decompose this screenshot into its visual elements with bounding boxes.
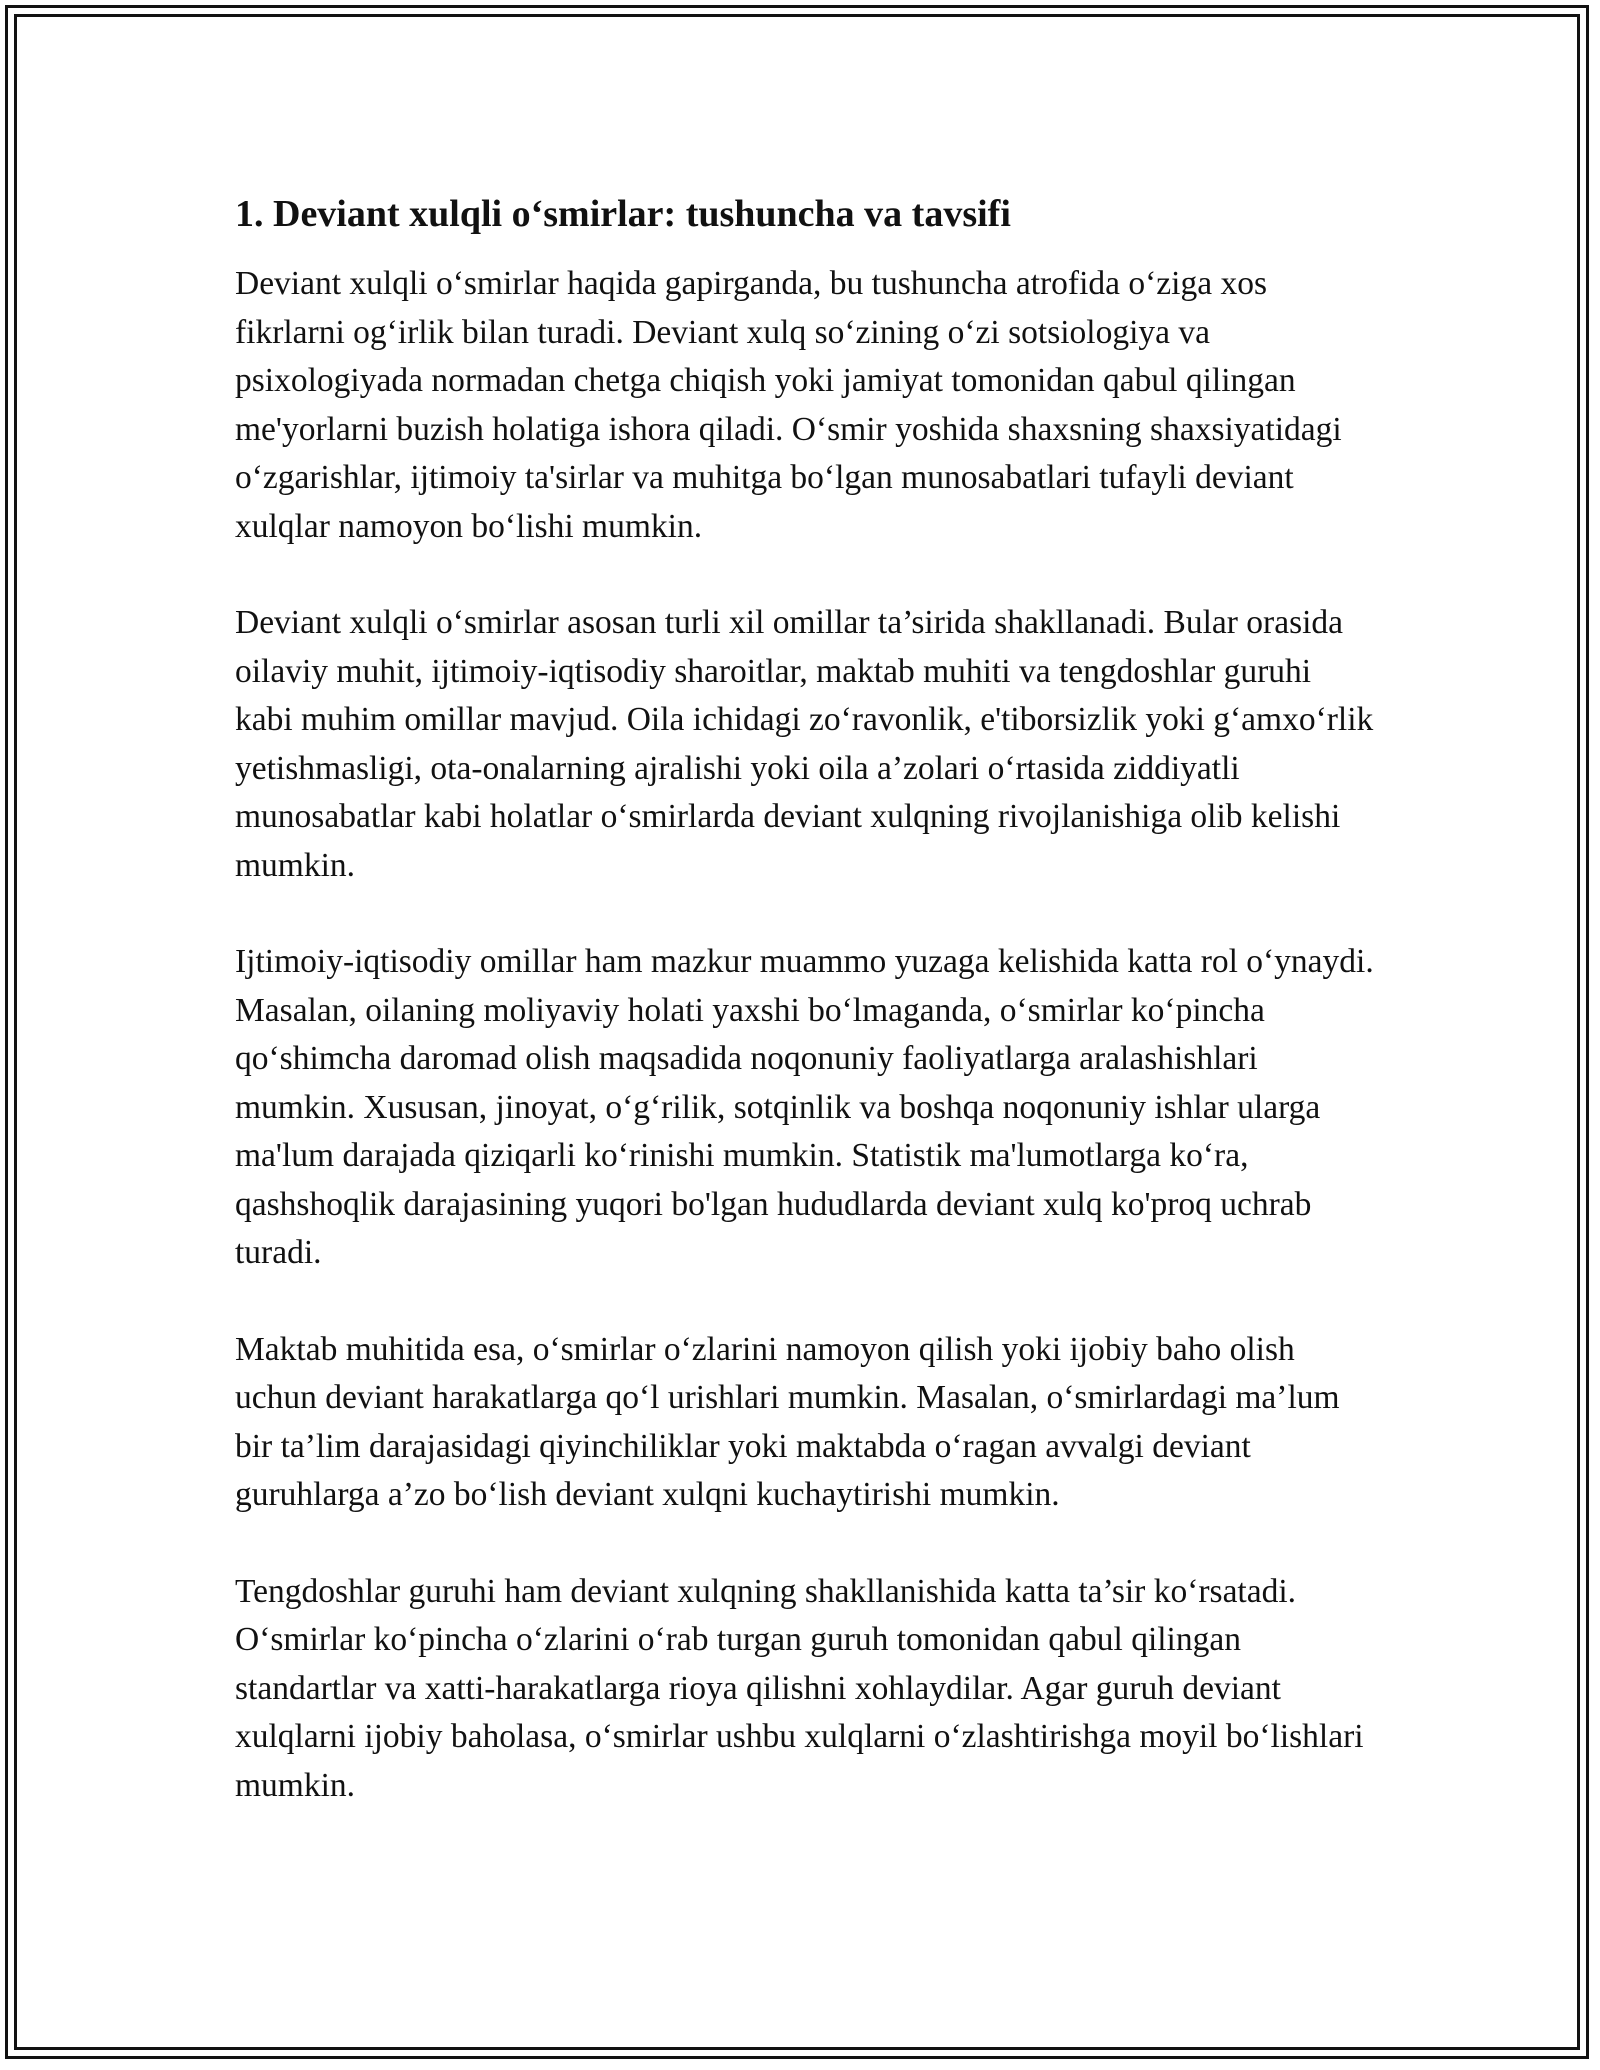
document-body xyxy=(235,186,1375,1858)
section-heading: 1. Deviant xulqli o‘smirlar: tushuncha va tavsifi xyxy=(235,193,1011,235)
paragraph-socioeconomic: Ijtimoiy-iqtisodiy omillar ham mazkur muammo yuzaga kelishida katta rol o‘ynaydi. Masalan, oilaning moliyaviy holati yaxshi bo‘lmaganda, o‘smirlar ko‘pincha qo‘shimcha daromad olish maqsadida noqonuniy faoliyatlarga aralashishlari mumkin. Xususan, jinoyat, o‘g‘rilik, sotqinlik va boshqa noqonuniy ishlar ularga ma'lum darajada qiziqarli ko‘rinishi mumkin. Statistik ma'lumotlarga ko‘ra, qashshoqlik darajasining yuqori bo'lgan hududlarda deviant xulq ko'proq uchrab turadi. xyxy=(235,943,1374,1271)
paragraph-school: Maktab muhitida esa, o‘smirlar o‘zlarini namoyon qilish yoki ijobiy baho olish uchun deviant harakatlarga qo‘l urishlari mumkin. Masalan, o‘smirlardagi ma’lum bir ta’lim darajasidagi qiyinchiliklar yoki maktabda o‘ragan avvalgi deviant guruhlarga a’zo bo‘lish deviant xulqni kuchaytirishi mumkin. xyxy=(235,1330,1340,1513)
paragraph-factors: Deviant xulqli o‘smirlar asosan turli xil omillar ta’sirida shakllanadi. Bular orasida oilaviy muhit, ijtimoiy-iqtisodiy sharoitlar, maktab muhiti va tengdoshlar guruhi kabi muhim omillar mavjud. Oila ichidagi zo‘ravonlik, e'tiborsizlik yoki g‘amxo‘rlik yetishmasligi, ota-onalarning ajralishi yoki oila a’zolari o‘rtasida ziddiyatli munosabatlar kabi holatlar o‘smirlarda deviant xulqning rivojlanishiga olib kelishi mumkin. xyxy=(235,604,1374,884)
paragraph-peers: Tengdoshlar guruhi ham deviant xulqning shakllanishida katta ta’sir ko‘rsatadi. O‘smirlar ko‘pincha o‘zlarini o‘rab turgan guruh tomonidan qabul qilingan standartlar va xatti-harakatlarga rioya qilishni xohlaydilar. Agar guruh deviant xulqlarni ijobiy baholasa, o‘smirlar ushbu xulqlarni o‘zlashtirishga moyil bo‘lishlari mumkin. xyxy=(235,1572,1364,1804)
paragraph-definition: Deviant xulqli o‘smirlar haqida gapirganda, bu tushuncha atrofida o‘ziga xos fikrlarni og‘irlik bilan turadi. Deviant xulq so‘zining o‘zi sotsiologiya va psixologiyada normadan chetga chiqish yoki jamiyat tomonidan qabul qilingan me'yorlarni buzish holatiga ishora qiladi. O‘smir yoshida shaxsning shaxsiyatidagi o‘zgarishlar, ijtimoiy ta'sirlar va muhitga bo‘lgan munosabatlari tufayli deviant xulqlar namoyon bo‘lishi mumkin. xyxy=(235,265,1342,545)
